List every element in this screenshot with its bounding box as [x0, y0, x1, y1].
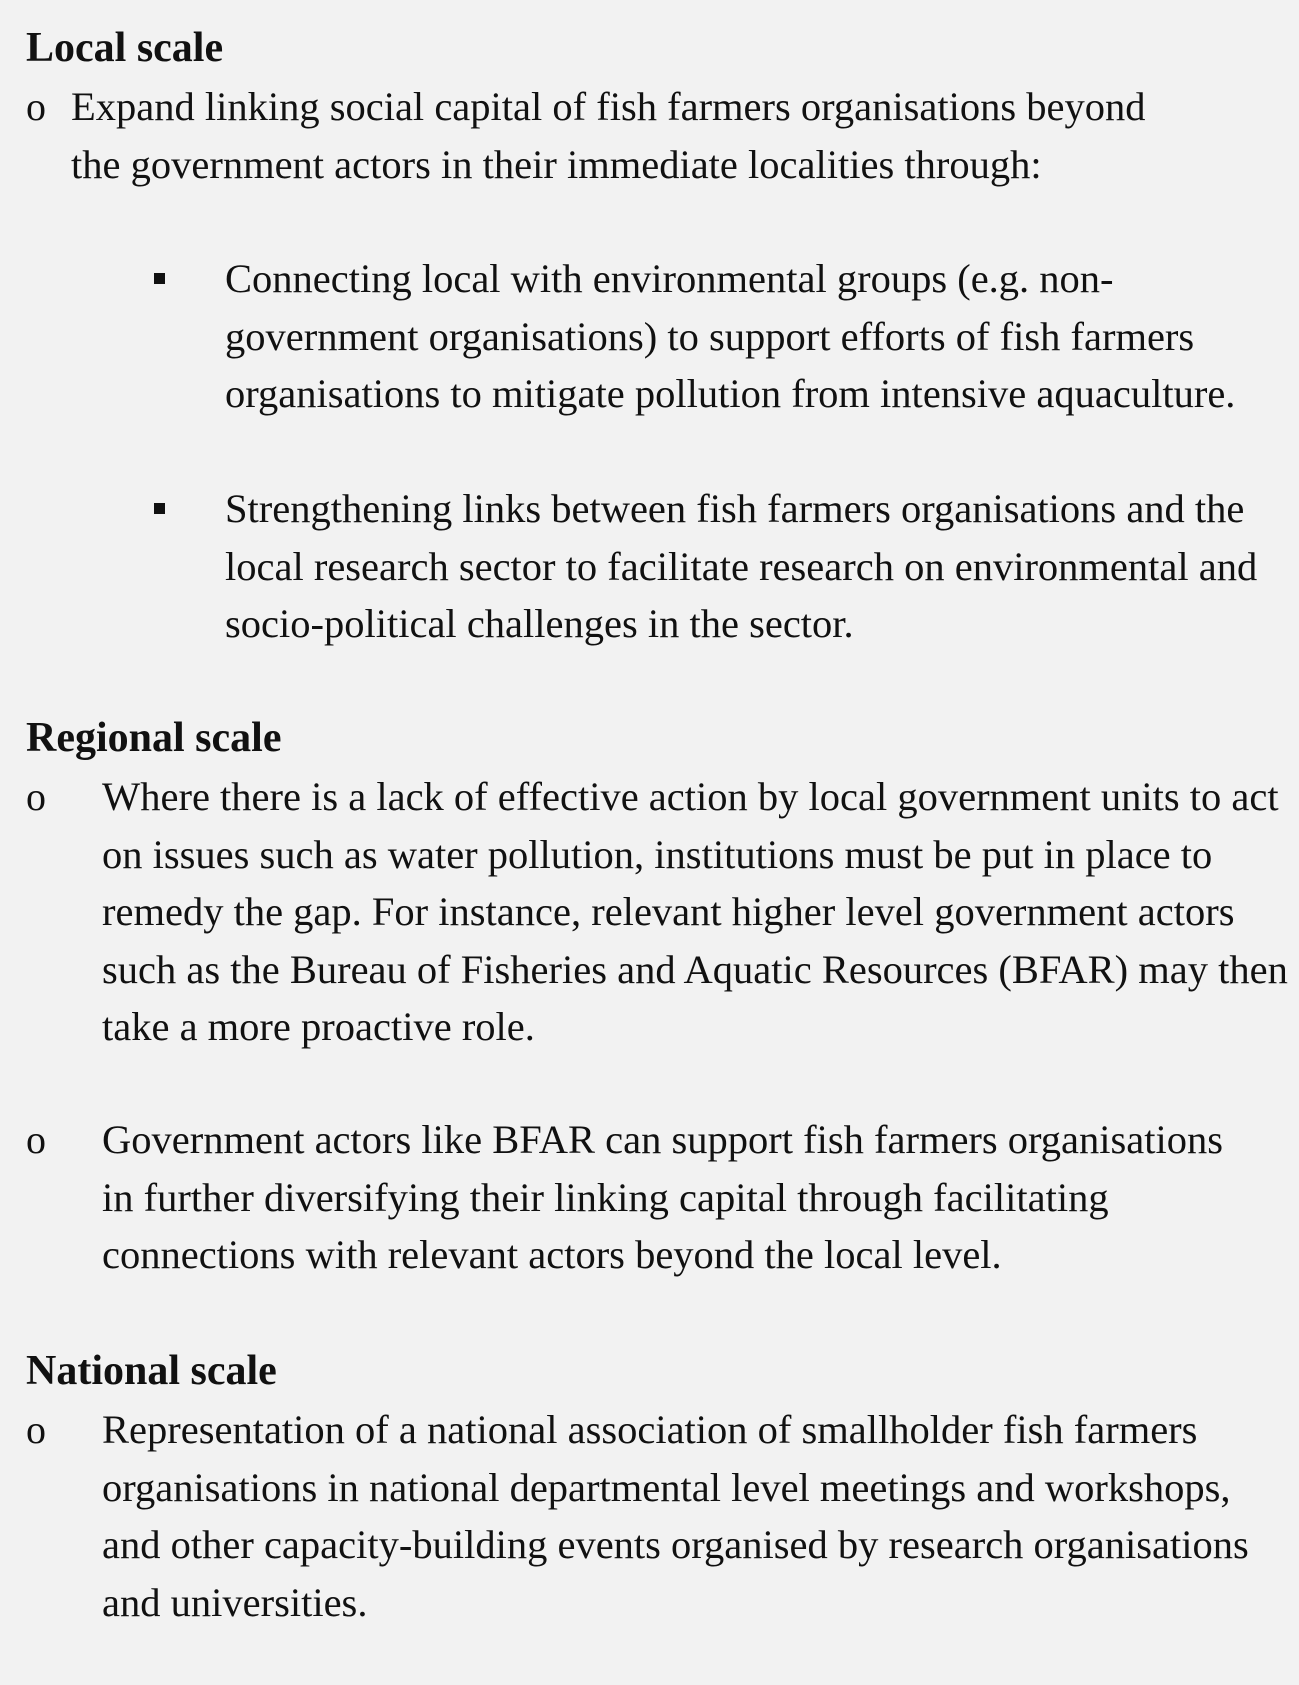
heading-local-scale: Local scale [26, 25, 224, 71]
heading-national-scale: National scale [26, 1348, 277, 1394]
square-bullet-icon [154, 273, 165, 284]
national-scale-item: Representation of a national association of smallholder fish farmers organisations in national departmental level meetings and workshops, and other capacity-building events organised by research organisations and universities. [102, 1407, 1249, 1625]
heading-regional-scale: Regional scale [26, 715, 282, 761]
circle-bullet-icon: o [26, 1117, 46, 1162]
circle-bullet-icon: o [26, 1407, 46, 1452]
circle-bullet-icon: o [26, 84, 46, 129]
regional-scale-item-lgu-gap: Where there is a lack of effective action by local government units to act on issues such as water pollution, institutions must be put in place to remedy the gap. For instance, relevant higher level government actors such as the Bureau of Fisheries and Aquatic Resources (BFAR) may then take a more proactive role. [102, 774, 1288, 1049]
regional-scale-item-bfar-support: Government actors like BFAR can support fish farmers organisations in further diversifying their linking capital through facilitating connections with relevant actors beyond the local level. [102, 1117, 1224, 1277]
local-subitem-research-sector: Strengthening links between fish farmers organisations and the local research sector to facilitate research on environmental and socio-political challenges in the sector. [225, 486, 1258, 646]
local-subitem-environmental-groups: Connecting local with environmental groups (e.g. non-government organisations) to support efforts of fish farmers organisations to mitigate pollution from intensive aquaculture. [225, 256, 1236, 416]
circle-bullet-icon: o [26, 774, 46, 819]
local-scale-item: Expand linking social capital of fish farmers organisations beyond the government actors in their immediate localities through: [71, 84, 1146, 187]
square-bullet-icon [154, 503, 165, 514]
